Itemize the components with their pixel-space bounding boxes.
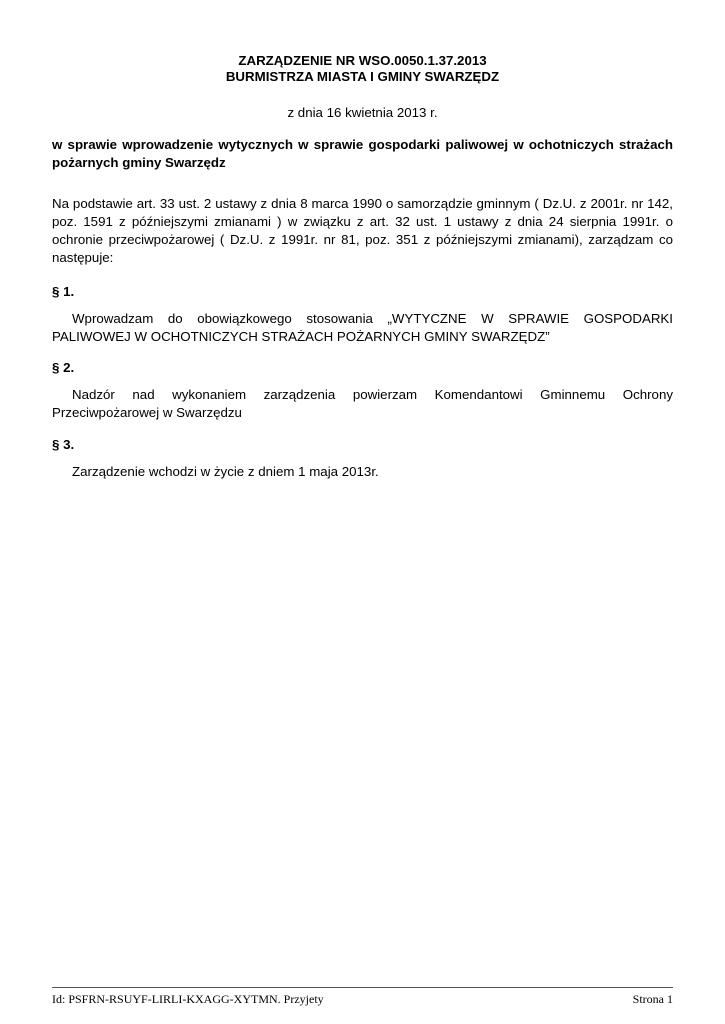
legal-basis-paragraph: Na podstawie art. 33 ust. 2 ustawy z dnia 8 marca 1990 o samorządzie gminnym ( Dz.U. z 2001r. nr 142, poz. 1591 z późniejszymi zmianami ) w związku z art. 32 ust. 1 ustawy z dnia 24 sierpnia 1991r. o ochronie przeciwpożarowej ( Dz.U. z 1991r. nr 81, poz. 351 z późniejszymi zmianami), zarządzam co następuje:: [52, 196, 673, 265]
document-title-number: ZARZĄDZENIE NR WSO.0050.1.37.2013: [238, 53, 487, 68]
document-title-issuer: BURMISTRZA MIASTA I GMINY SWARZĘDZ: [225, 69, 500, 84]
section-2-text: Nadzór nad wykonaniem zarządzenia powierzam Komendantowi Gminnemu Ochrony Przeciwpożarowej w Swarzędzu: [52, 387, 673, 420]
section-1-text: Wprowadzam do obowiązkowego stosowania „WYTYCZNE W SPRAWIE GOSPODARKI PALIWOWEJ W OCHOTNICZYCH STRAŻACH POŻARNYCH GMINY SWARZĘDZ”: [52, 311, 673, 344]
footer-divider: [52, 987, 673, 988]
section-2-heading: § 2.: [52, 360, 75, 375]
document-date: z dnia 16 kwietnia 2013 r.: [287, 105, 438, 120]
section-3-text: Zarządzenie wchodzi w życie z dniem 1 maja 2013r.: [72, 464, 379, 479]
footer-document-id: Id: PSFRN-RSUYF-LIRLI-KXAGG-XYTMN. Przyjety: [52, 992, 324, 1006]
section-1-heading: § 1.: [52, 284, 75, 299]
footer-page-number: Strona 1: [632, 992, 673, 1006]
section-3-heading: § 3.: [52, 437, 75, 452]
document-subject: w sprawie wprowadzenie wytycznych w sprawie gospodarki paliwowej w ochotniczych strażach pożarnych gminy Swarzędz: [52, 137, 673, 170]
